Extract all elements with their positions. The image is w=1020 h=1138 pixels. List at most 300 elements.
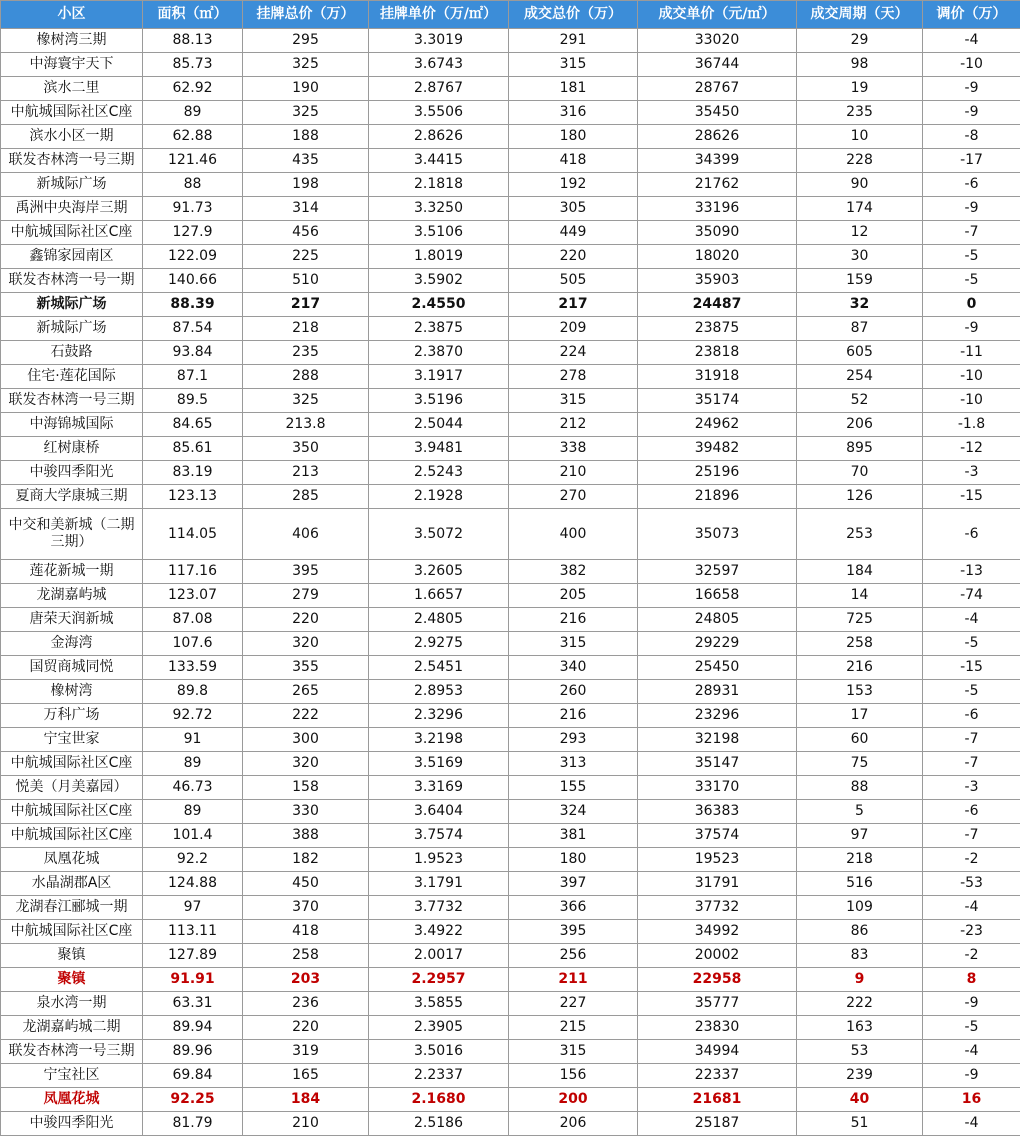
cell-list-unit: 3.6404 <box>369 800 509 824</box>
cell-deal-total: 256 <box>509 944 638 968</box>
cell-deal-total: 211 <box>509 968 638 992</box>
cell-deal-cycle: 51 <box>797 1112 923 1136</box>
cell-deal-cycle: 725 <box>797 608 923 632</box>
cell-community: 泉水湾一期 <box>1 992 143 1016</box>
cell-list-unit: 1.8019 <box>369 245 509 269</box>
cell-list-unit: 3.5855 <box>369 992 509 1016</box>
cell-deal-cycle: 10 <box>797 125 923 149</box>
cell-area: 123.13 <box>143 485 243 509</box>
cell-deal-total: 291 <box>509 29 638 53</box>
cell-price-adjust: -23 <box>923 920 1020 944</box>
cell-community: 水晶湖郡A区 <box>1 872 143 896</box>
cell-area: 87.08 <box>143 608 243 632</box>
cell-community: 凤凰花城 <box>1 848 143 872</box>
cell-deal-total: 216 <box>509 608 638 632</box>
cell-price-adjust: -6 <box>923 800 1020 824</box>
cell-list-unit: 3.3019 <box>369 29 509 53</box>
cell-deal-total: 400 <box>509 509 638 560</box>
cell-deal-total: 315 <box>509 632 638 656</box>
cell-deal-unit: 22958 <box>638 968 797 992</box>
cell-area: 127.89 <box>143 944 243 968</box>
cell-deal-cycle: 174 <box>797 197 923 221</box>
cell-list-total: 319 <box>243 1040 369 1064</box>
cell-area: 69.84 <box>143 1064 243 1088</box>
header-price-adjust: 调价（万） <box>923 1 1020 29</box>
cell-list-unit: 3.5506 <box>369 101 509 125</box>
cell-area: 62.92 <box>143 77 243 101</box>
cell-price-adjust: -6 <box>923 173 1020 197</box>
cell-deal-cycle: 159 <box>797 269 923 293</box>
cell-list-unit: 3.2198 <box>369 728 509 752</box>
cell-deal-total: 313 <box>509 752 638 776</box>
cell-list-total: 320 <box>243 632 369 656</box>
cell-price-adjust: -2 <box>923 944 1020 968</box>
cell-community: 中航城国际社区C座 <box>1 824 143 848</box>
table-row <box>1 848 1020 872</box>
cell-community: 金海湾 <box>1 632 143 656</box>
cell-deal-cycle: 216 <box>797 656 923 680</box>
cell-list-total: 188 <box>243 125 369 149</box>
cell-deal-total: 278 <box>509 365 638 389</box>
cell-community: 中骏四季阳光 <box>1 461 143 485</box>
cell-area: 87.54 <box>143 317 243 341</box>
cell-list-total: 210 <box>243 1112 369 1136</box>
cell-list-unit: 1.6657 <box>369 584 509 608</box>
cell-area: 89.94 <box>143 1016 243 1040</box>
cell-list-unit: 2.8953 <box>369 680 509 704</box>
cell-area: 89.8 <box>143 680 243 704</box>
cell-community: 宁宝社区 <box>1 1064 143 1088</box>
cell-community: 悦美（月美嘉园） <box>1 776 143 800</box>
cell-community: 中航城国际社区C座 <box>1 800 143 824</box>
cell-deal-total: 315 <box>509 389 638 413</box>
cell-price-adjust: -15 <box>923 656 1020 680</box>
cell-deal-unit: 23296 <box>638 704 797 728</box>
cell-price-adjust: -7 <box>923 824 1020 848</box>
cell-deal-cycle: 83 <box>797 944 923 968</box>
cell-deal-unit: 31791 <box>638 872 797 896</box>
cell-deal-total: 305 <box>509 197 638 221</box>
cell-price-adjust: -4 <box>923 1040 1020 1064</box>
cell-price-adjust: -5 <box>923 1016 1020 1040</box>
cell-deal-unit: 23875 <box>638 317 797 341</box>
cell-deal-unit: 24962 <box>638 413 797 437</box>
cell-community: 滨水小区一期 <box>1 125 143 149</box>
table-row <box>1 341 1020 365</box>
cell-community: 龙湖嘉屿城 <box>1 584 143 608</box>
cell-price-adjust: -13 <box>923 560 1020 584</box>
cell-deal-total: 315 <box>509 1040 638 1064</box>
cell-price-adjust: -4 <box>923 1112 1020 1136</box>
cell-deal-cycle: 5 <box>797 800 923 824</box>
cell-area: 92.2 <box>143 848 243 872</box>
cell-area: 89 <box>143 101 243 125</box>
cell-list-unit: 2.5044 <box>369 413 509 437</box>
cell-price-adjust: -10 <box>923 53 1020 77</box>
table-row <box>1 776 1020 800</box>
cell-deal-unit: 24487 <box>638 293 797 317</box>
cell-deal-cycle: 32 <box>797 293 923 317</box>
cell-list-unit: 3.5016 <box>369 1040 509 1064</box>
table-row <box>1 53 1020 77</box>
cell-area: 81.79 <box>143 1112 243 1136</box>
cell-deal-total: 260 <box>509 680 638 704</box>
header-area: 面积（㎡） <box>143 1 243 29</box>
table-row <box>1 1016 1020 1040</box>
cell-deal-total: 180 <box>509 848 638 872</box>
table-row <box>1 269 1020 293</box>
cell-list-unit: 2.2337 <box>369 1064 509 1088</box>
cell-community: 联发杏林湾一号三期 <box>1 149 143 173</box>
cell-price-adjust: -12 <box>923 437 1020 461</box>
cell-list-total: 295 <box>243 29 369 53</box>
cell-deal-unit: 33196 <box>638 197 797 221</box>
cell-price-adjust: -5 <box>923 632 1020 656</box>
cell-list-total: 456 <box>243 221 369 245</box>
cell-list-total: 265 <box>243 680 369 704</box>
cell-price-adjust: -5 <box>923 269 1020 293</box>
cell-deal-total: 366 <box>509 896 638 920</box>
cell-area: 113.11 <box>143 920 243 944</box>
cell-list-unit: 2.1928 <box>369 485 509 509</box>
cell-community: 中交和美新城（二期三期） <box>1 509 143 560</box>
cell-list-total: 222 <box>243 704 369 728</box>
table-row <box>1 560 1020 584</box>
cell-list-unit: 1.9523 <box>369 848 509 872</box>
cell-community: 中海寰宇天下 <box>1 53 143 77</box>
cell-list-total: 510 <box>243 269 369 293</box>
cell-deal-unit: 35147 <box>638 752 797 776</box>
cell-deal-total: 206 <box>509 1112 638 1136</box>
cell-deal-unit: 18020 <box>638 245 797 269</box>
cell-deal-cycle: 97 <box>797 824 923 848</box>
cell-list-total: 165 <box>243 1064 369 1088</box>
cell-deal-total: 315 <box>509 53 638 77</box>
cell-list-unit: 2.8767 <box>369 77 509 101</box>
cell-deal-cycle: 17 <box>797 704 923 728</box>
cell-community: 新城际广场 <box>1 173 143 197</box>
table-row <box>1 632 1020 656</box>
cell-area: 62.88 <box>143 125 243 149</box>
cell-list-unit: 3.1917 <box>369 365 509 389</box>
cell-area: 122.09 <box>143 245 243 269</box>
cell-deal-cycle: 88 <box>797 776 923 800</box>
cell-price-adjust: -74 <box>923 584 1020 608</box>
cell-list-unit: 2.5451 <box>369 656 509 680</box>
cell-deal-total: 212 <box>509 413 638 437</box>
table-row <box>1 125 1020 149</box>
cell-deal-unit: 31918 <box>638 365 797 389</box>
cell-area: 124.88 <box>143 872 243 896</box>
cell-price-adjust: -4 <box>923 896 1020 920</box>
cell-deal-unit: 23830 <box>638 1016 797 1040</box>
cell-deal-unit: 24805 <box>638 608 797 632</box>
cell-community: 聚镇 <box>1 968 143 992</box>
cell-deal-unit: 32198 <box>638 728 797 752</box>
cell-area: 140.66 <box>143 269 243 293</box>
cell-deal-cycle: 222 <box>797 992 923 1016</box>
cell-deal-unit: 36744 <box>638 53 797 77</box>
cell-list-unit: 3.6743 <box>369 53 509 77</box>
cell-community: 橡树湾三期 <box>1 29 143 53</box>
cell-deal-total: 338 <box>509 437 638 461</box>
cell-price-adjust: -53 <box>923 872 1020 896</box>
cell-deal-unit: 37732 <box>638 896 797 920</box>
cell-deal-unit: 25196 <box>638 461 797 485</box>
cell-deal-total: 200 <box>509 1088 638 1112</box>
cell-list-unit: 3.5072 <box>369 509 509 560</box>
cell-deal-cycle: 605 <box>797 341 923 365</box>
cell-community: 宁宝世家 <box>1 728 143 752</box>
cell-deal-cycle: 258 <box>797 632 923 656</box>
cell-price-adjust: -9 <box>923 1064 1020 1088</box>
cell-list-total: 288 <box>243 365 369 389</box>
table-row <box>1 221 1020 245</box>
cell-list-total: 235 <box>243 341 369 365</box>
cell-price-adjust: -3 <box>923 776 1020 800</box>
cell-deal-unit: 28626 <box>638 125 797 149</box>
cell-deal-unit: 39482 <box>638 437 797 461</box>
cell-area: 91.91 <box>143 968 243 992</box>
cell-area: 87.1 <box>143 365 243 389</box>
table-row <box>1 293 1020 317</box>
cell-area: 133.59 <box>143 656 243 680</box>
cell-list-unit: 3.7574 <box>369 824 509 848</box>
cell-community: 新城际广场 <box>1 317 143 341</box>
table-row <box>1 752 1020 776</box>
cell-price-adjust: -3 <box>923 461 1020 485</box>
cell-community: 中航城国际社区C座 <box>1 101 143 125</box>
cell-price-adjust: 16 <box>923 1088 1020 1112</box>
header-row <box>1 1 1020 29</box>
cell-list-unit: 2.8626 <box>369 125 509 149</box>
cell-deal-cycle: 98 <box>797 53 923 77</box>
cell-deal-cycle: 53 <box>797 1040 923 1064</box>
cell-deal-cycle: 235 <box>797 101 923 125</box>
table-row <box>1 656 1020 680</box>
cell-list-total: 435 <box>243 149 369 173</box>
table-row <box>1 173 1020 197</box>
cell-community: 中航城国际社区C座 <box>1 752 143 776</box>
cell-list-total: 190 <box>243 77 369 101</box>
cell-list-total: 203 <box>243 968 369 992</box>
cell-deal-total: 395 <box>509 920 638 944</box>
cell-area: 88.39 <box>143 293 243 317</box>
table-row <box>1 509 1020 560</box>
table-row <box>1 101 1020 125</box>
cell-list-total: 220 <box>243 608 369 632</box>
cell-price-adjust: -9 <box>923 992 1020 1016</box>
cell-deal-unit: 37574 <box>638 824 797 848</box>
cell-price-adjust: 8 <box>923 968 1020 992</box>
cell-price-adjust: -15 <box>923 485 1020 509</box>
table-row <box>1 1088 1020 1112</box>
cell-community: 鑫锦家园南区 <box>1 245 143 269</box>
cell-list-unit: 2.5186 <box>369 1112 509 1136</box>
cell-deal-unit: 35073 <box>638 509 797 560</box>
cell-deal-cycle: 239 <box>797 1064 923 1088</box>
table-row <box>1 1064 1020 1088</box>
cell-list-unit: 3.7732 <box>369 896 509 920</box>
cell-deal-total: 382 <box>509 560 638 584</box>
cell-price-adjust: -6 <box>923 704 1020 728</box>
cell-deal-cycle: 895 <box>797 437 923 461</box>
cell-deal-cycle: 163 <box>797 1016 923 1040</box>
table-row <box>1 944 1020 968</box>
table-row <box>1 461 1020 485</box>
cell-price-adjust: -9 <box>923 77 1020 101</box>
cell-deal-unit: 35777 <box>638 992 797 1016</box>
cell-deal-total: 210 <box>509 461 638 485</box>
cell-community: 红树康桥 <box>1 437 143 461</box>
cell-area: 91 <box>143 728 243 752</box>
cell-list-total: 370 <box>243 896 369 920</box>
cell-deal-unit: 33170 <box>638 776 797 800</box>
cell-list-unit: 2.0017 <box>369 944 509 968</box>
cell-list-total: 300 <box>243 728 369 752</box>
header-deal-total: 成交总价（万） <box>509 1 638 29</box>
cell-price-adjust: -1.8 <box>923 413 1020 437</box>
cell-deal-cycle: 29 <box>797 29 923 53</box>
table-row <box>1 896 1020 920</box>
cell-deal-unit: 35450 <box>638 101 797 125</box>
table-row <box>1 728 1020 752</box>
cell-list-unit: 3.5169 <box>369 752 509 776</box>
table-row <box>1 584 1020 608</box>
cell-deal-unit: 28767 <box>638 77 797 101</box>
cell-list-total: 406 <box>243 509 369 560</box>
cell-list-unit: 3.5196 <box>369 389 509 413</box>
cell-price-adjust: -10 <box>923 365 1020 389</box>
cell-community: 凤凰花城 <box>1 1088 143 1112</box>
cell-list-unit: 2.4550 <box>369 293 509 317</box>
header-deal-cycle: 成交周期（天） <box>797 1 923 29</box>
cell-deal-unit: 29229 <box>638 632 797 656</box>
cell-deal-unit: 19523 <box>638 848 797 872</box>
cell-area: 92.25 <box>143 1088 243 1112</box>
cell-deal-total: 205 <box>509 584 638 608</box>
cell-list-total: 325 <box>243 101 369 125</box>
cell-deal-unit: 34992 <box>638 920 797 944</box>
cell-area: 101.4 <box>143 824 243 848</box>
cell-area: 88 <box>143 173 243 197</box>
cell-community: 中航城国际社区C座 <box>1 920 143 944</box>
cell-list-unit: 2.1818 <box>369 173 509 197</box>
cell-deal-total: 449 <box>509 221 638 245</box>
table-row <box>1 608 1020 632</box>
table-row <box>1 824 1020 848</box>
cell-area: 89.96 <box>143 1040 243 1064</box>
cell-deal-unit: 16658 <box>638 584 797 608</box>
cell-deal-unit: 34994 <box>638 1040 797 1064</box>
cell-community: 联发杏林湾一号一期 <box>1 269 143 293</box>
cell-list-unit: 2.3296 <box>369 704 509 728</box>
header-community: 小区 <box>1 1 143 29</box>
cell-deal-cycle: 70 <box>797 461 923 485</box>
cell-list-total: 388 <box>243 824 369 848</box>
cell-deal-unit: 36383 <box>638 800 797 824</box>
cell-community: 唐荣天润新城 <box>1 608 143 632</box>
cell-area: 88.13 <box>143 29 243 53</box>
table-row <box>1 149 1020 173</box>
cell-list-unit: 3.4415 <box>369 149 509 173</box>
cell-deal-cycle: 86 <box>797 920 923 944</box>
table-row <box>1 704 1020 728</box>
cell-community: 住宅·莲花国际 <box>1 365 143 389</box>
cell-area: 85.73 <box>143 53 243 77</box>
cell-deal-cycle: 126 <box>797 485 923 509</box>
cell-list-total: 418 <box>243 920 369 944</box>
table-row <box>1 389 1020 413</box>
table-row <box>1 1112 1020 1136</box>
cell-deal-cycle: 52 <box>797 389 923 413</box>
cell-list-total: 158 <box>243 776 369 800</box>
cell-price-adjust: -10 <box>923 389 1020 413</box>
cell-deal-cycle: 30 <box>797 245 923 269</box>
cell-deal-unit: 28931 <box>638 680 797 704</box>
cell-deal-cycle: 218 <box>797 848 923 872</box>
cell-deal-total: 180 <box>509 125 638 149</box>
cell-community: 石鼓路 <box>1 341 143 365</box>
header-list-total: 挂牌总价（万） <box>243 1 369 29</box>
cell-list-unit: 3.1791 <box>369 872 509 896</box>
cell-area: 83.19 <box>143 461 243 485</box>
table-row <box>1 413 1020 437</box>
cell-price-adjust: -9 <box>923 101 1020 125</box>
cell-deal-unit: 32597 <box>638 560 797 584</box>
cell-deal-total: 397 <box>509 872 638 896</box>
cell-list-unit: 3.3250 <box>369 197 509 221</box>
cell-area: 84.65 <box>143 413 243 437</box>
cell-list-unit: 3.5106 <box>369 221 509 245</box>
cell-list-total: 450 <box>243 872 369 896</box>
table-row <box>1 197 1020 221</box>
table-row <box>1 920 1020 944</box>
cell-community: 禹洲中央海岸三期 <box>1 197 143 221</box>
cell-deal-unit: 25187 <box>638 1112 797 1136</box>
cell-list-total: 220 <box>243 1016 369 1040</box>
cell-list-total: 330 <box>243 800 369 824</box>
cell-price-adjust: -4 <box>923 29 1020 53</box>
cell-list-total: 314 <box>243 197 369 221</box>
cell-price-adjust: -9 <box>923 197 1020 221</box>
cell-deal-total: 381 <box>509 824 638 848</box>
table-row <box>1 872 1020 896</box>
cell-area: 93.84 <box>143 341 243 365</box>
cell-deal-total: 220 <box>509 245 638 269</box>
cell-list-total: 285 <box>243 485 369 509</box>
cell-price-adjust: -5 <box>923 680 1020 704</box>
cell-list-total: 325 <box>243 389 369 413</box>
cell-list-total: 258 <box>243 944 369 968</box>
cell-deal-cycle: 184 <box>797 560 923 584</box>
cell-list-total: 184 <box>243 1088 369 1112</box>
cell-deal-total: 155 <box>509 776 638 800</box>
cell-community: 万科广场 <box>1 704 143 728</box>
cell-deal-cycle: 516 <box>797 872 923 896</box>
cell-area: 123.07 <box>143 584 243 608</box>
table-row <box>1 317 1020 341</box>
cell-price-adjust: -7 <box>923 221 1020 245</box>
table-row <box>1 800 1020 824</box>
cell-deal-unit: 35174 <box>638 389 797 413</box>
cell-price-adjust: -17 <box>923 149 1020 173</box>
cell-price-adjust: -8 <box>923 125 1020 149</box>
table-row <box>1 77 1020 101</box>
cell-deal-total: 216 <box>509 704 638 728</box>
cell-price-adjust: -11 <box>923 341 1020 365</box>
cell-list-unit: 2.3905 <box>369 1016 509 1040</box>
